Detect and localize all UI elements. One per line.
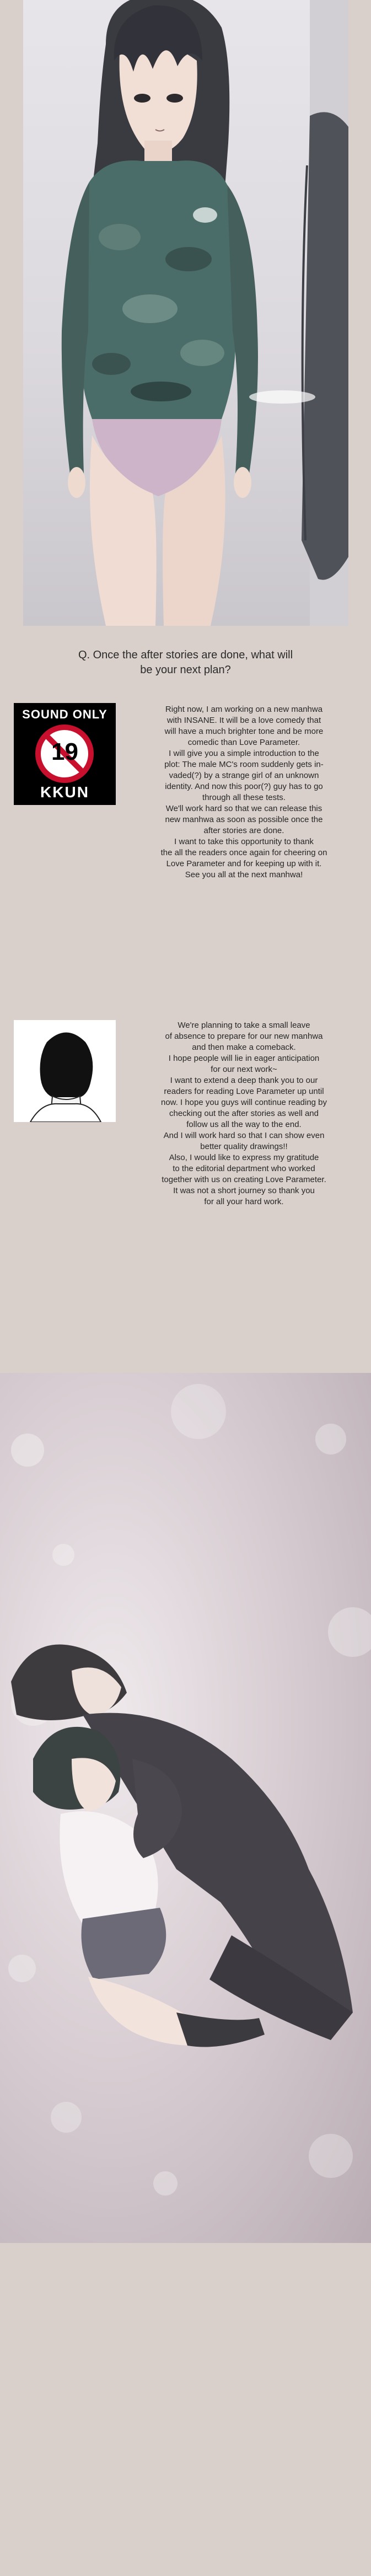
author2-line: of absence to prepare for our new manhwa: [165, 1032, 323, 1041]
author1-line: See you all at the next manhwa!: [185, 870, 303, 879]
author2-line: And I will work hard so that I can show even: [163, 1131, 325, 1140]
illustration-panel-top: [23, 0, 348, 626]
author-2-answer-text: [127, 1020, 361, 1208]
author2-line: I hope people will lie in eager anticipation: [168, 1054, 320, 1063]
couple-hug-illustration: [0, 1373, 371, 2243]
author-2-avatar: [14, 1020, 116, 1122]
author1-line: plot: The male MC's room suddenly gets in-: [164, 760, 324, 769]
author2-line: to the editorial department who worked: [173, 1164, 315, 1173]
badge-bottom-text: KKUN: [40, 783, 89, 801]
author1-line: I will give you a simple introduction to the: [169, 749, 319, 758]
question-line-1: Q. Once the after stories are done, what will: [78, 649, 293, 661]
author1-line: identity. And now this poor(?) guy has to go: [165, 782, 323, 791]
author-1-answer-text: [127, 704, 361, 881]
author2-line: It was not a short journey so thank you: [173, 1186, 315, 1195]
author-1-avatar: [14, 703, 116, 805]
author1-line: vaded(?) by a strange girl of an unknown: [169, 771, 319, 780]
author2-line: Also, I would like to express my gratitude: [169, 1153, 319, 1162]
badge-top-text: SOUND ONLY: [22, 707, 107, 721]
author2-line: together with us on creating Love Parameter.: [162, 1175, 326, 1184]
author1-line: through all these tests.: [202, 793, 286, 802]
author2-line: checking out the after stories as well and: [169, 1109, 319, 1118]
author1-line: comedic than Love Parameter.: [187, 738, 300, 747]
author2-line: for all your hard work.: [204, 1197, 284, 1206]
author1-line: the all the readers once again for cheering on: [160, 848, 327, 857]
author1-line: Love Parameter and for keeping up with it.: [166, 859, 322, 868]
author1-line: I want to take this opportunity to thank: [174, 837, 314, 846]
badge-number: 19: [51, 738, 78, 765]
author2-line: follow us all the way to the end.: [186, 1120, 302, 1129]
author2-line: We're planning to take a small leave: [178, 1021, 310, 1030]
author-answer-1: [0, 703, 371, 901]
author2-line: and then make a comeback.: [192, 1043, 296, 1052]
question-line-2: be your next plan?: [140, 664, 231, 676]
illustration-panel-bottom: [0, 1373, 371, 2243]
boy-silhouette-icon: [14, 1020, 116, 1122]
author2-line: readers for reading Love Parameter up until: [164, 1087, 324, 1096]
author1-line: We'll work hard so that we can release this: [165, 804, 322, 813]
question-heading: [0, 648, 371, 678]
author2-line: I want to extend a deep thank you to our: [170, 1076, 318, 1085]
author1-line: with INSANE. It will be a love comedy that: [166, 716, 321, 725]
author1-line: new manhwa as soon as possible once the: [165, 815, 323, 824]
author-answer-2: [0, 1020, 371, 1230]
author2-line: now. I hope you guys will continue reading by: [160, 1098, 327, 1107]
author1-line: will have a much brighter tone and be more: [164, 727, 324, 736]
author1-line: Right now, I am working on a new manhwa: [165, 705, 323, 714]
author2-line: better quality drawings!!: [200, 1142, 288, 1151]
author2-line: for our next work~: [211, 1065, 277, 1074]
girl-illustration: [23, 0, 348, 626]
author1-line: after stories are done.: [203, 826, 284, 835]
